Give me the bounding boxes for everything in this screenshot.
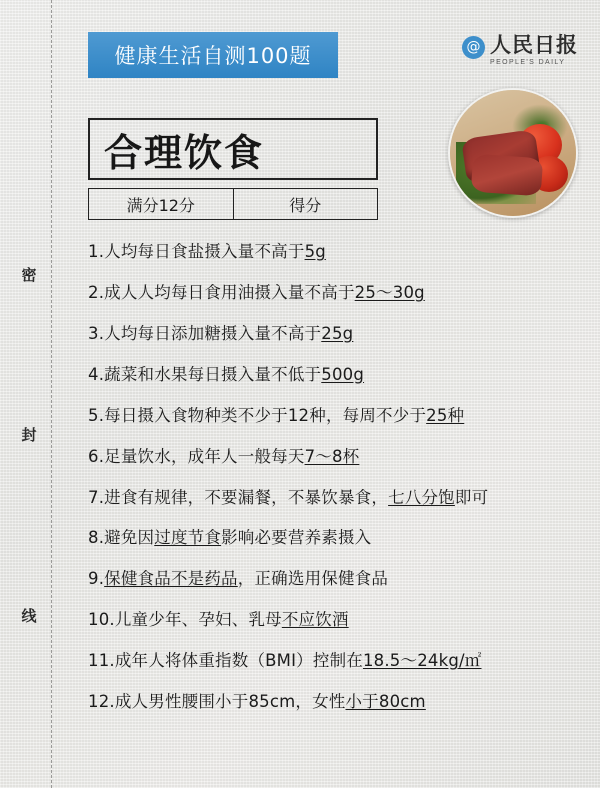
section-title: 合理饮食 [104,130,265,175]
side-marks [14,0,44,788]
list-item-highlight: 25g [321,323,354,343]
list-item-text-tail: ，正确选用保健食品 [237,569,389,589]
list-item-number: 6. [88,446,105,466]
food-photo [448,88,578,218]
list-item-number: 5. [88,405,105,425]
list-item-text: 成年人将体重指数（BMI）控制在 [114,651,363,671]
list-item-text: 避免因 [104,528,155,548]
list-item [88,526,558,550]
list-item [88,322,558,346]
list-item [88,363,558,387]
publisher-logo [462,34,578,66]
list-item-highlight: 7～8杯 [304,446,360,466]
list-item [88,445,558,469]
list-item [88,690,558,714]
list-item [88,608,558,632]
list-item [88,281,558,305]
page-title: 健康生活自测100题 [114,44,312,68]
list-item-text: 人均每日食盐摄入量不高于 [104,242,305,261]
binding-dashed-line [51,0,52,788]
list-item-number: 3. [88,323,105,343]
list-item-number: 8. [88,528,105,548]
list-item [88,649,558,673]
list-item-number: 11. [88,651,115,671]
list-item [88,240,558,264]
list-item-number: 9. [88,569,105,589]
side-mark-0: 密 [21,266,37,284]
list-item-highlight: 25～30g [354,282,425,302]
list-item-highlight: 七八分饱 [388,487,455,507]
at-icon: @ [462,36,485,59]
side-mark-1: 封 [21,426,37,444]
list-item-text: 成人男性腰围小于85cm，女性 [114,692,346,712]
header-banner [88,32,338,78]
list-item-highlight: 18.5～24kg/㎡ [362,651,482,671]
list-item-number: 12. [88,692,115,712]
list-item-number: 7. [88,487,105,507]
list-item-highlight: 5g [304,242,326,261]
list-item-highlight: 过度节食 [154,528,222,548]
list-item-text-tail: 即可 [454,487,489,507]
list-item-highlight: 小于80cm [345,692,426,712]
list-item-text-tail: 影响必要营养素摄入 [221,528,372,548]
list-item-text: 足量饮水，成年人一般每天 [104,446,305,466]
list-item-highlight: 25种 [426,405,465,425]
list-item-highlight: 保健食品不是药品 [104,569,238,589]
score-row [88,188,378,220]
question-list [88,240,558,731]
list-item [88,486,558,510]
list-item-number: 4. [88,364,105,384]
list-item-text: 儿童少年、孕妇、乳母 [114,610,282,630]
list-item-number: 2. [88,282,105,302]
list-item-text: 人均每日添加糖摄入量不高于 [104,323,322,343]
section-title-box [88,118,378,180]
side-mark-2: 线 [21,607,37,625]
list-item [88,404,558,428]
list-item-number: 10. [88,610,115,630]
publisher-name-cn: 人民日报 [490,33,578,57]
steak-lower [471,154,543,197]
list-item-highlight: 不应饮酒 [281,610,349,630]
list-item-text: 每日摄入食物种类不少于12种，每周不少于 [104,405,427,425]
earned-score-cell: 得分 [289,195,322,215]
list-item-text: 进食有规律，不要漏餐，不暴饮暴食， [104,487,389,507]
publisher-name-en: PEOPLE'S DAILY [490,59,566,66]
full-score-cell: 满分12分 [89,189,234,219]
list-item-number: 1. [88,242,105,261]
list-item [88,567,558,591]
list-item-highlight: 500g [321,364,365,384]
list-item-text: 成人人均每日食用油摄入量不高于 [104,282,355,302]
list-item-text: 蔬菜和水果每日摄入量不低于 [104,364,322,384]
